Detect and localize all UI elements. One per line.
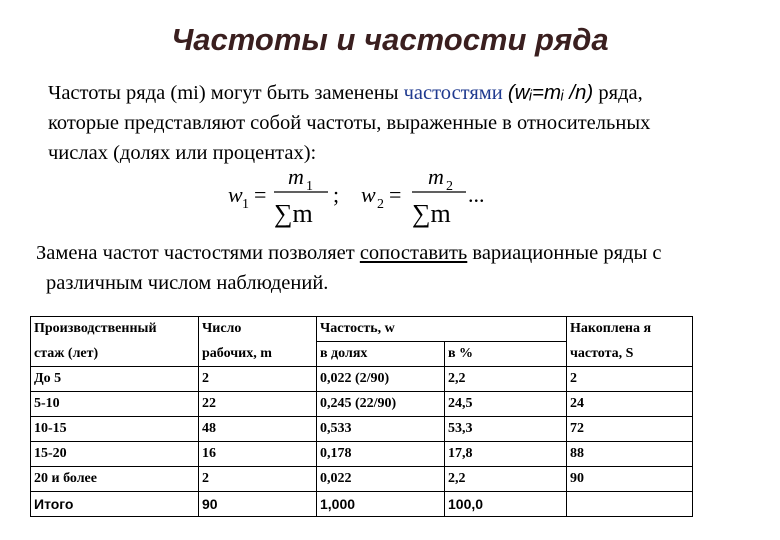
- cell-cum: 88: [567, 442, 693, 467]
- paragraph-line-3: числах (долях или процентах):: [48, 142, 317, 164]
- cell-cum: 90: [567, 467, 693, 492]
- table-row: [31, 367, 693, 392]
- table-header-row-2: [31, 342, 693, 367]
- cell-stazh: 20 и более: [31, 467, 199, 492]
- paragraph-line-1: [36, 238, 776, 268]
- table-row: [31, 417, 693, 442]
- header-text: Производственный: [34, 321, 157, 336]
- formula-num1-sub: 1: [306, 179, 313, 194]
- frequency-formula: [228, 160, 528, 232]
- header-count: [199, 317, 317, 342]
- cell-count: 2: [199, 467, 317, 492]
- cell-pct: 2,2: [445, 467, 567, 492]
- cell-share: 0,245 (22/90): [317, 392, 445, 417]
- formula-den1: ∑m: [274, 199, 313, 228]
- cell-share: 0,533: [317, 417, 445, 442]
- paragraph-line-2: которые представляют собой частоты, выраженные в относительных: [48, 112, 651, 134]
- formula-num2: m: [428, 164, 444, 189]
- cell-pct: 17,8: [445, 442, 567, 467]
- header-cumulative: [567, 317, 693, 342]
- formula-ellipsis: ...: [468, 182, 485, 207]
- cell-stazh: 15-20: [31, 442, 199, 467]
- cell-total-label: Итого: [31, 492, 199, 517]
- header-cumulative-2: частота, S: [567, 342, 693, 367]
- inline-formula: (wᵢ=mᵢ /n): [507, 81, 594, 104]
- cell-pct: 24,5: [445, 392, 567, 417]
- cell-stazh: До 5: [31, 367, 199, 392]
- cell-stazh: 10-15: [31, 417, 199, 442]
- formula-sub1: 1: [242, 197, 249, 212]
- formula-sub2: 2: [377, 197, 384, 212]
- header-stazh-2: стаж (лет): [31, 342, 199, 367]
- table-row: [31, 392, 693, 417]
- cell-total-share: 1,000: [317, 492, 445, 517]
- underlined-word: сопоставить: [359, 242, 468, 264]
- cell-share: 0,022: [317, 467, 445, 492]
- cell-pct: 53,3: [445, 417, 567, 442]
- formula-eq2: =: [389, 182, 402, 207]
- cell-count: 22: [199, 392, 317, 417]
- frequency-table: [30, 316, 693, 517]
- cell-total-count: 90: [199, 492, 317, 517]
- paragraph-line-2: различным числом наблюдений.: [46, 272, 329, 294]
- formula-num2-sub: 2: [446, 179, 453, 194]
- cell-stazh: 5-10: [31, 392, 199, 417]
- paragraph-line-1: [48, 78, 768, 108]
- table-row: [31, 467, 693, 492]
- paragraph-comparison: [36, 238, 776, 298]
- header-text: Число: [202, 321, 242, 336]
- header-text: Накоплена я: [570, 321, 652, 336]
- header-stazh: [31, 317, 199, 342]
- text-fragment: Частоты ряда (mi) могут быть заменены: [48, 82, 404, 104]
- formula-separator: ;: [333, 182, 340, 207]
- paragraph-frequencies: [48, 78, 768, 168]
- cell-count: 48: [199, 417, 317, 442]
- text-fragment: ряда,: [593, 82, 643, 104]
- table-header-row: [31, 317, 693, 342]
- header-share: в долях: [317, 342, 445, 367]
- page-title: Частоты и частости ряда: [171, 22, 609, 57]
- cell-cum: 72: [567, 417, 693, 442]
- link-chastosti[interactable]: частостями: [403, 82, 503, 104]
- cell-total-cum: [567, 492, 693, 517]
- table-total-row: [31, 492, 693, 517]
- formula-num1: m: [288, 164, 304, 189]
- cell-share: 0,022 (2/90): [317, 367, 445, 392]
- cell-pct: 2,2: [445, 367, 567, 392]
- cell-share: 0,178: [317, 442, 445, 467]
- table-row: [31, 442, 693, 467]
- cell-total-pct: 100,0: [445, 492, 567, 517]
- cell-cum: 2: [567, 367, 693, 392]
- header-frequency: Частость, w: [317, 317, 567, 342]
- formula-w1: w: [228, 182, 243, 207]
- text-fragment: вариационные ряды с: [467, 242, 662, 264]
- cell-cum: 24: [567, 392, 693, 417]
- header-pct: в %: [445, 342, 567, 367]
- text-fragment: Замена частот частостями позволяет: [36, 242, 360, 264]
- cell-count: 16: [199, 442, 317, 467]
- header-count-2: рабочих, m: [199, 342, 317, 367]
- cell-count: 2: [199, 367, 317, 392]
- formula-den2: ∑m: [412, 199, 451, 228]
- formula-eq1: =: [254, 182, 267, 207]
- formula-w2: w: [361, 182, 376, 207]
